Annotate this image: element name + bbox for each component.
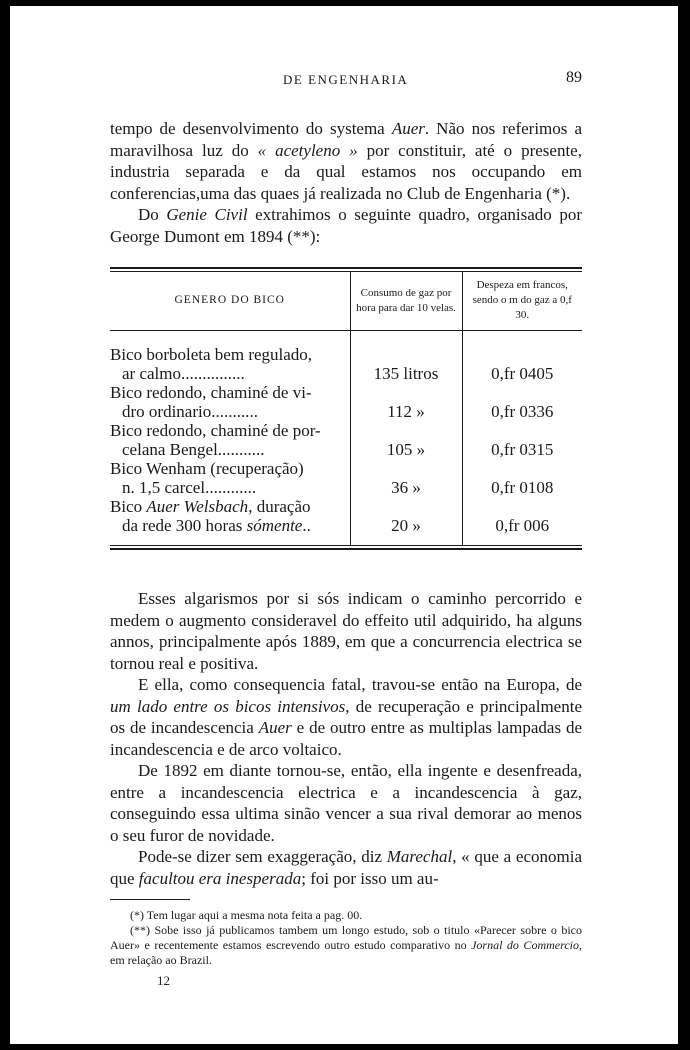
table-row: Bico redondo, chaminé de vi- dro ordinario........... 112 » 0,fr 0336 bbox=[110, 383, 582, 421]
paragraph-6: Pode-se dizer sem exaggeração, diz Marechal, « que a economia que facultou era inesperada; foi por isso um au- bbox=[110, 847, 582, 888]
table-header-row bbox=[110, 272, 582, 329]
footnotes bbox=[110, 908, 582, 968]
table-row: Bico redondo, chaminé de por- celana Bengel........... 105 » 0,fr 0315 bbox=[110, 421, 582, 459]
paragraph-2: Do Genie Civil extrahimos o seguinte quadro, organisado por George Dumont em 1894 (**): bbox=[110, 205, 582, 246]
paragraph-5: De 1892 em diante tornou-se, então, ella ingente e desenfreada, entre a incandescencia electrica e a incandescencia à gaz, conseguindo essa ultima sinão vencer a sua rival demorar ao menos o seu furor de novidade. bbox=[110, 761, 582, 845]
paragraph-4: E ella, como consequencia fatal, travou-se então na Europa, de um lado entre os bicos intensivos, de recuperação e principalmente os de incandescencia Auer e de outro entre as multiplas lampadas de incandescencia e de arco voltaico. bbox=[110, 675, 582, 759]
footnote-1: (*) Tem lugar aqui a mesma nota feita a pag. 00. bbox=[130, 908, 363, 922]
header-despeza: Despeza em francos, sendo o m do gaz a 0,f 30. bbox=[462, 272, 582, 329]
table-row: Bico Wenham (recuperação) n. 1,5 carcel............ 36 » 0,fr 0108 bbox=[110, 459, 582, 497]
signature-mark: 12 bbox=[157, 973, 170, 988]
body-text bbox=[110, 588, 582, 889]
running-title: DE ENGENHARIA bbox=[283, 72, 409, 87]
data-table bbox=[110, 267, 582, 550]
table-bottom-rule bbox=[110, 548, 582, 550]
page-number: 89 bbox=[566, 69, 582, 86]
table-row bbox=[110, 331, 582, 384]
table-row: Bico Auer Welsbach, duração da rede 300 horas sómente.. 20 » 0,fr 006 bbox=[110, 497, 582, 545]
footnote-rule bbox=[110, 899, 190, 900]
row-consumo: 135 litros bbox=[350, 331, 462, 384]
paragraph-1: tempo de desenvolvimento do systema Auer. Não nos referimos a maravilhosa luz do « acetyleno » por constituir, até o presente, industria separada e da qual estamos nos occupando em conferencias,uma das quaes já realizada no Club de Engenharia (*). bbox=[110, 119, 583, 203]
header-consumo: Consumo de gaz por hora para dar 10 velas. bbox=[350, 272, 462, 329]
header-genero: GENERO DO BICO bbox=[174, 294, 285, 306]
row-despeza: 0,fr 0405 bbox=[462, 331, 582, 384]
page-header bbox=[110, 69, 582, 94]
footnote-2: (**) Sobe isso já publicamos tambem um longo estudo, sob o titulo «Parecer sobre o bico Auer» e recentemente estamos escrevendo outro estudo comparativo no Jornal do Commercio, em relação ao Brazil. bbox=[110, 923, 582, 967]
intro-text bbox=[110, 118, 582, 247]
paragraph-3: Esses algarismos por si sós indicam o caminho percorrido e medem o augmento consideravel do effeito util adquirido, ha alguns annos, principalmente após 1889, em que a concurrencia electrica se tornou real e positiva. bbox=[110, 589, 582, 673]
row-desc: Bico borboleta bem regulado, ar calmo............... bbox=[110, 345, 313, 383]
